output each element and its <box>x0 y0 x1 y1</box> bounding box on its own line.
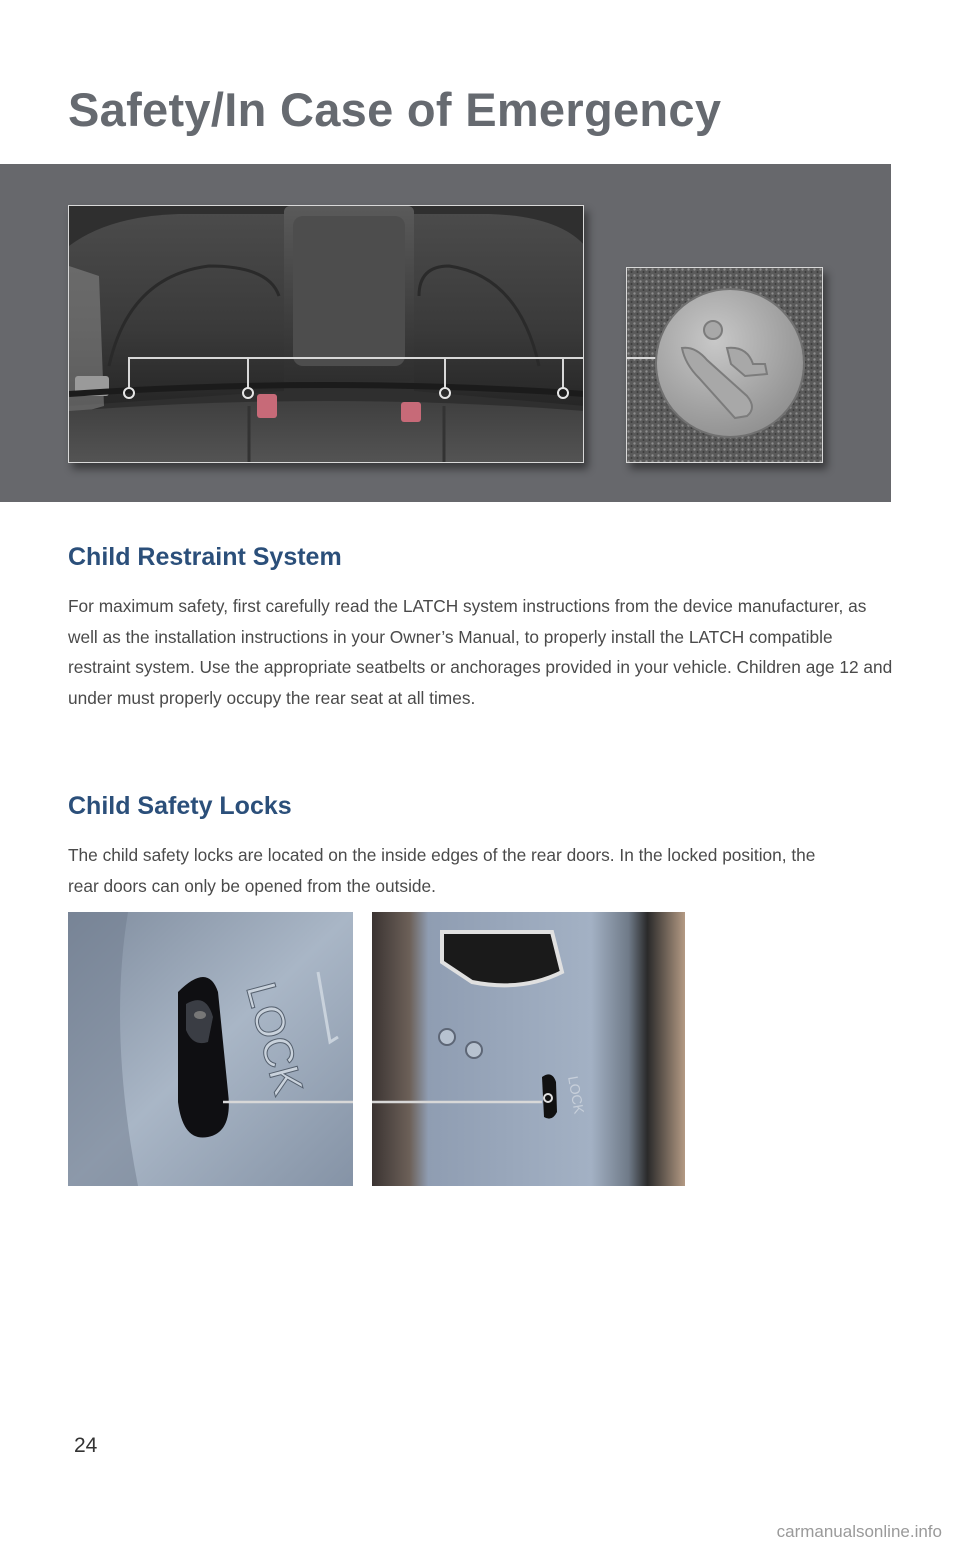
door-edge-illustration <box>372 912 685 1186</box>
lock-slot-illustration <box>68 912 353 1186</box>
child-seat-symbol-icon <box>627 268 823 463</box>
watermark: carmanualsonline.info <box>776 1522 942 1541</box>
rear-seat-illustration <box>69 206 584 463</box>
page-title: Safety/In Case of Emergency <box>68 83 722 136</box>
lock-closeup-text: LOCK <box>237 977 313 1100</box>
lock-closeup-photo <box>68 912 353 1186</box>
child-restraint-heading: Child Restraint System <box>68 543 342 571</box>
child-restraint-body: For maximum safety, first carefully read the LATCH system instructions from the device manufacturer, as well as the installation instructions in your Owner’s Manual, to properly install the LATCH compatible restraint system. Use the appropriate seatbelts or anchorages provided in your vehicle. Children age 12 and under must properly occupy the rear seat at all times. <box>68 596 893 708</box>
door-edge-photo <box>372 912 685 1186</box>
child-safety-locks-body: The child safety locks are located on the inside edges of the rear doors. In the locked position, the rear doors can only be opened from the outside. <box>68 845 816 896</box>
door-edge-text: LOCK <box>565 1074 588 1116</box>
child-safety-locks-heading: Child Safety Locks <box>68 792 292 820</box>
latch-symbol-photo <box>626 267 823 463</box>
rear-seat-photo <box>68 205 584 463</box>
page-number: 24 <box>74 1434 98 1457</box>
